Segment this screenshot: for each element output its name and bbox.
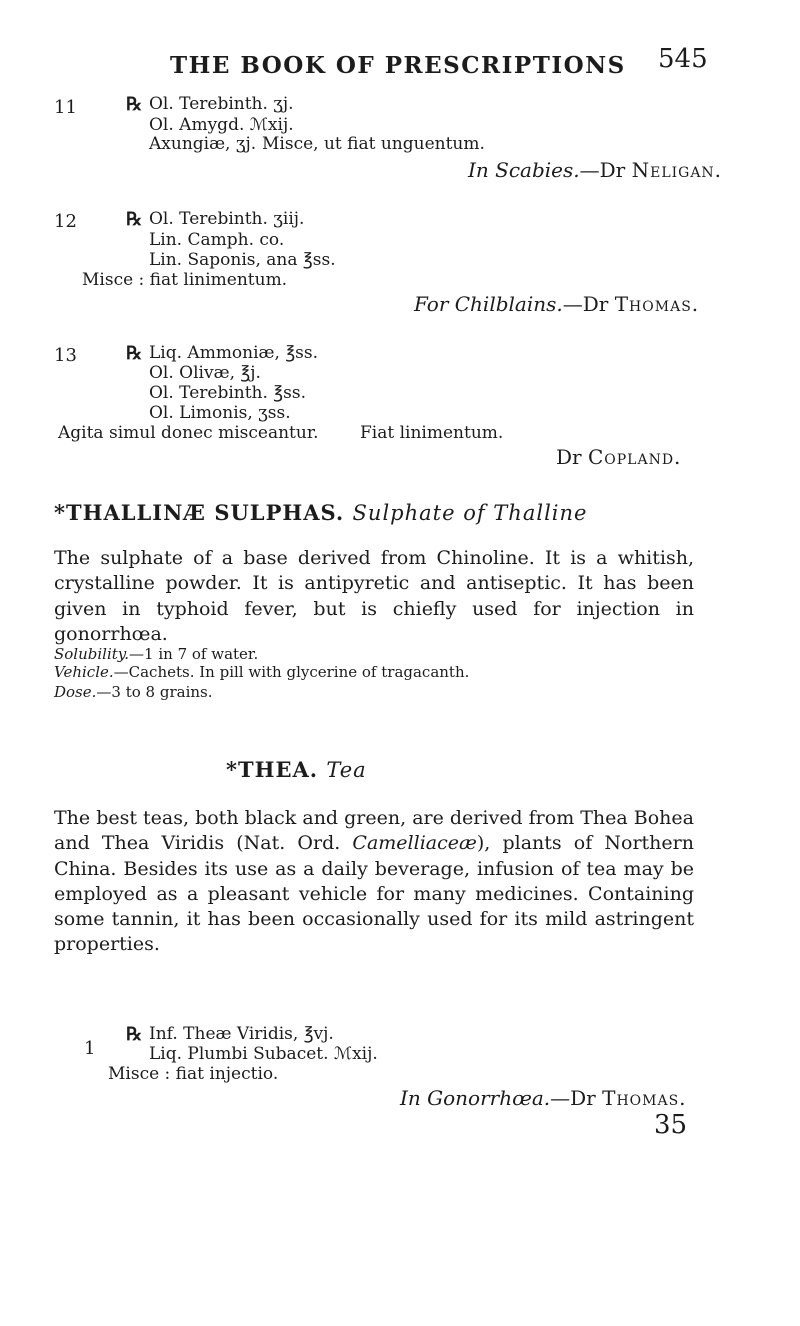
indication: In Gonorrhœa.: [400, 1086, 551, 1110]
instruction-line: Misce : fiat linimentum.: [82, 270, 288, 290]
ingredient-line: Liq. Plumbi Subacet. ℳxij.: [149, 1044, 378, 1064]
thea-description: The best teas, both black and green, are derived from Thea Bohea and Thea Viridis (Nat. Ord. Camelliaceæ), plants of Northern China. Besides its use as a daily beverage, infusion of tea may be employed as a pleasant vehicle for many medicines. Containing some tannin, it has been occasionally used for its mild astringent properties.: [54, 807, 694, 956]
ingredient-line: Ol. Terebinth. ʒj.: [149, 94, 294, 114]
author: Copland.: [587, 445, 682, 469]
ingredient-line: Axungiæ, ʒj.: [149, 134, 257, 154]
instruction-line: Fiat linimentum.: [360, 423, 504, 443]
indication: In Scabies.: [468, 158, 580, 182]
author: Thomas.: [602, 1086, 687, 1110]
author: Thomas.: [614, 292, 700, 316]
section-heading-thea: *THEA. Tea: [226, 757, 367, 782]
thalline-description: The sulphate of a base derived from Chinoline. It is a whitish, crystalline powder. It is antipyretic and antiseptic. It has been given in typhoid fever, but is chiefly used for injection in gonorrhœa.: [54, 547, 694, 645]
ingredient-line: Ol. Terebinth. ʒiij.: [149, 209, 305, 229]
attribution: In Scabies.—Dr Neligan.: [468, 158, 723, 182]
signature-mark: 35: [654, 1110, 688, 1140]
ingredient-line: Inf. Theæ Viridis, ℥vj.: [149, 1024, 334, 1044]
attribution: For Chilblains.—Dr Thomas.: [414, 292, 700, 316]
section-english-name: Tea: [326, 758, 367, 782]
instruction-line: Agita simul donec misceantur.: [58, 423, 319, 443]
prescription-number: 11: [54, 97, 77, 118]
ingredient-line: Lin. Camph. co.: [149, 230, 285, 250]
section-heading-thalline: *THALLINÆ SULPHAS. Sulphate of Thalline: [54, 500, 588, 525]
page-number: 545: [658, 44, 708, 74]
attribution: Dr Copland.: [556, 445, 682, 469]
recipe-symbol-icon: ℞: [126, 1024, 143, 1045]
running-header: THE BOOK OF PRESCRIPTIONS: [170, 52, 626, 79]
ingredient-line: Ol. Limonis, ʒss.: [149, 403, 291, 423]
prescription-number: 1: [84, 1038, 96, 1059]
ingredient-line: Lin. Saponis, ana ℥ss.: [149, 250, 336, 270]
ingredient-line: Ol. Amygd. ℳxij.: [149, 115, 294, 135]
thalline-solubility: Solubility.—1 in 7 of water.: [54, 645, 259, 663]
thalline-dose: Dose.—3 to 8 grains.: [54, 683, 213, 701]
indication: For Chilblains.: [414, 292, 563, 316]
ingredient-line: Ol. Olivæ, ℥j.: [149, 363, 261, 383]
recipe-symbol-icon: ℞: [126, 209, 143, 230]
recipe-symbol-icon: ℞: [126, 343, 143, 364]
prescription-number: 13: [54, 345, 77, 366]
section-english-name: Sulphate of Thalline: [352, 501, 588, 525]
instruction-line: Misce, ut fiat unguentum.: [262, 134, 485, 154]
author: Neligan.: [631, 158, 723, 182]
attribution: In Gonorrhœa.—Dr Thomas.: [400, 1086, 687, 1110]
instruction-line: Misce : fiat injectio.: [108, 1064, 279, 1084]
prescription-number: 12: [54, 211, 77, 232]
recipe-symbol-icon: ℞: [126, 94, 143, 115]
thalline-vehicle: Vehicle.—Cachets. In pill with glycerine of tragacanth.: [54, 663, 470, 681]
ingredient-line: Liq. Ammoniæ, ℥ss.: [149, 343, 319, 363]
ingredient-line: Ol. Terebinth. ℥ss.: [149, 383, 306, 403]
